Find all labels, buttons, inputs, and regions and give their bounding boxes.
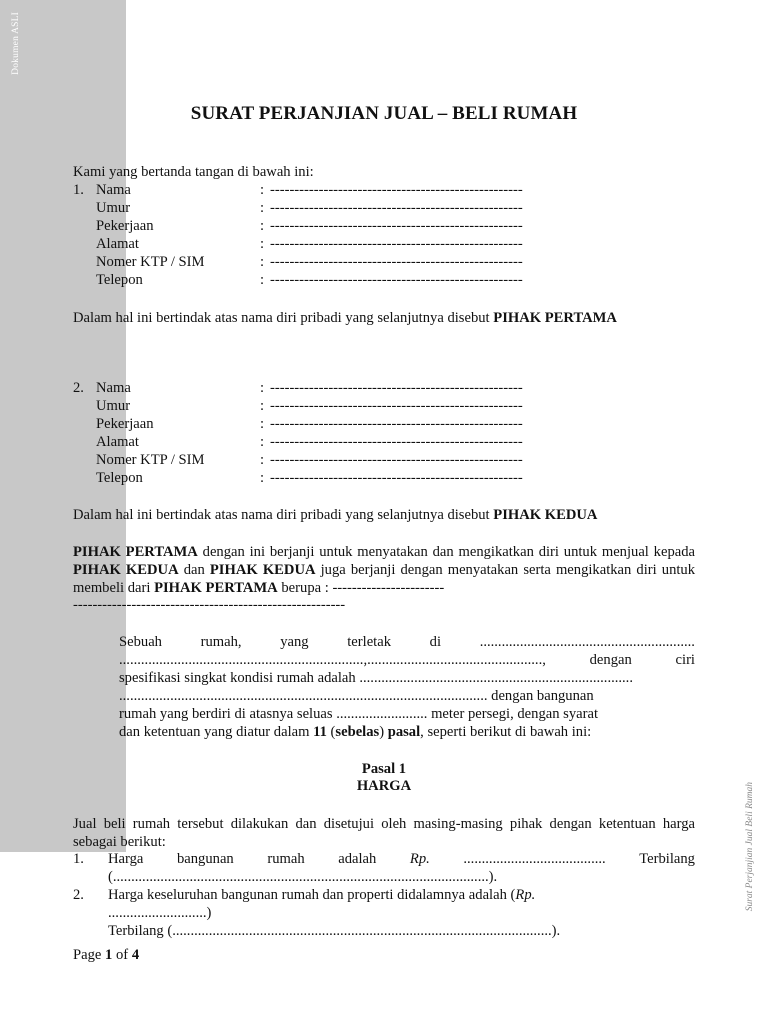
- intro-text: Kami yang bertanda tangan di bawah ini:: [73, 164, 314, 180]
- text: Harga keseluruhan bangunan rumah dan properti didalamnya adalah (: [108, 887, 516, 903]
- colon: :: [260, 254, 265, 270]
- agreement-text: dan: [178, 562, 210, 578]
- currency: Rp.: [515, 887, 536, 903]
- blank-line: ----------------------------------------------------: [270, 254, 523, 270]
- blank-line: ----------------------------------------------------: [270, 434, 523, 450]
- house-line-5: rumah yang berdiri di atasnya seluas ......................... meter persegi, dengan syarat: [119, 706, 599, 722]
- word: terletak: [347, 634, 392, 650]
- blank-line: ----------------------------------------------------: [270, 416, 523, 432]
- house-line-4: ..................................................................................................... dengan bangunan: [119, 688, 594, 704]
- statement-text: Dalam hal ini bertindak atas nama diri pribadi yang selanjutnya disebut: [73, 507, 490, 523]
- field-label: Umur: [96, 398, 131, 414]
- field-label: Pekerjaan: [96, 416, 154, 432]
- statement-text: Dalam hal ini bertindak atas nama diri pribadi yang selanjutnya disebut: [73, 310, 490, 326]
- agreement-text: dengan ini berjanji untuk menyatakan dan mengikatkan diri untuk menjual kepada: [197, 544, 695, 560]
- house-line-3: spesifikasi singkat kondisi rumah adalah ...........................................................................: [119, 670, 633, 686]
- colon: :: [260, 200, 265, 216]
- blank-line: ----------------------------------------------------: [270, 236, 523, 252]
- colon: :: [260, 218, 265, 234]
- pasal-count-words: sebelas: [335, 724, 380, 740]
- party-name: PIHAK PERTAMA: [154, 580, 278, 596]
- field-label: Telepon: [96, 272, 143, 288]
- word: rumah,: [200, 634, 242, 650]
- text: ): [379, 724, 388, 740]
- item1-amount-words: (.......................................................................................................).: [108, 869, 498, 885]
- text: dan ketentuan yang diatur dalam: [119, 724, 314, 740]
- agreement-dash-line: --------------------------------------------------------: [73, 597, 346, 613]
- blank-line: ----------------------------------------------------: [270, 470, 523, 486]
- word: ciri: [675, 652, 695, 668]
- colon: :: [260, 470, 265, 486]
- field-label: Pekerjaan: [96, 218, 154, 234]
- item1-line-1: [108, 851, 695, 868]
- word: yang: [280, 634, 309, 650]
- blank-line: ----------------------------------------------------: [270, 272, 523, 288]
- item2-amount: ...........................): [108, 905, 212, 921]
- field-label: Alamat: [96, 236, 139, 252]
- field-label: Telepon: [96, 470, 143, 486]
- house-line-2: [119, 652, 695, 669]
- party-name: PIHAK PERTAMA: [73, 544, 198, 560]
- item2-line-1: [108, 887, 535, 904]
- field-label: Nomer KTP / SIM: [96, 452, 205, 468]
- side-document-label: Surat Perjanjian Jual Beli Rumah: [745, 782, 755, 912]
- word: dengan: [589, 652, 632, 668]
- party2-statement: [73, 507, 597, 524]
- colon: :: [260, 452, 265, 468]
- location-blank: ...........................................................: [479, 634, 695, 650]
- party-name: PIHAK KEDUA: [209, 562, 316, 578]
- currency: Rp.: [409, 851, 430, 867]
- page-label: Page: [73, 947, 102, 963]
- colon: :: [260, 182, 265, 198]
- item-number: 1.: [73, 851, 84, 867]
- agreement-text: juga berjanji dengan menyatakan serta mengikatkan diri untuk membeli dari: [73, 562, 696, 596]
- word: di: [429, 634, 442, 650]
- colon: :: [260, 398, 265, 414]
- party-name: PIHAK PERTAMA: [493, 310, 617, 326]
- party1-number: 1.: [73, 182, 84, 198]
- colon: :: [260, 236, 265, 252]
- pasal-number: Pasal 1: [361, 761, 407, 777]
- word: rumah: [267, 851, 305, 867]
- agreement-paragraph: [73, 543, 695, 597]
- house-line-1: [119, 634, 695, 651]
- colon: :: [260, 416, 265, 432]
- pasal-heading: HARGA: [356, 778, 412, 794]
- colon: :: [260, 434, 265, 450]
- item-number: 2.: [73, 887, 84, 903]
- blank-line: ----------------------------------------------------: [270, 452, 523, 468]
- party1-statement: [73, 309, 695, 327]
- item2-amount-words: Terbilang (........................................................................................................).: [108, 923, 561, 939]
- field-label: Nomer KTP / SIM: [96, 254, 205, 270]
- word: adalah: [338, 851, 377, 867]
- total-pages: 4: [131, 947, 140, 963]
- document-title: SURAT PERJANJIAN JUAL – BELI RUMAH: [190, 103, 578, 124]
- party-name: PIHAK KEDUA: [73, 562, 179, 578]
- blank-line: ----------------------------------------------------: [270, 182, 523, 198]
- blank-line: ----------------------------------------------------: [270, 398, 523, 414]
- word: Terbilang: [639, 851, 695, 867]
- field-label: Nama: [96, 182, 131, 198]
- location-blank: ...................................................................,................................................,: [119, 652, 546, 668]
- field-label: Nama: [96, 380, 131, 396]
- word: bangunan: [176, 851, 234, 867]
- pasal-word: pasal: [387, 724, 421, 740]
- house-line-6: [119, 724, 591, 741]
- amount-blank: .......................................: [463, 851, 606, 867]
- field-label: Alamat: [96, 434, 139, 450]
- blank-line: ----------------------------------------------------: [270, 200, 523, 216]
- page-number: [73, 947, 139, 964]
- word: Harga: [108, 851, 144, 867]
- colon: :: [260, 272, 265, 288]
- pasal-count: 11: [313, 724, 327, 740]
- current-page: 1: [105, 947, 113, 963]
- price-intro: Jual beli rumah tersebut dilakukan dan disetujui oleh masing-masing pihak dengan ketentuan harga sebagai berikut:: [73, 816, 695, 850]
- text: (: [326, 724, 336, 740]
- text: , seperti berikut di bawah ini:: [420, 724, 592, 740]
- blank-line: ----------------------------------------------------: [270, 380, 523, 396]
- colon: :: [260, 380, 265, 396]
- word: Sebuah: [119, 634, 162, 650]
- agreement-text: berupa : -----------------------: [277, 580, 445, 596]
- of-label: of: [115, 947, 129, 963]
- blank-line: ----------------------------------------------------: [270, 218, 523, 234]
- field-label: Umur: [96, 200, 131, 216]
- sidebar-label: Dokumen ASLI: [11, 12, 21, 75]
- party-name: PIHAK KEDUA: [493, 507, 598, 523]
- party2-number: 2.: [73, 380, 84, 396]
